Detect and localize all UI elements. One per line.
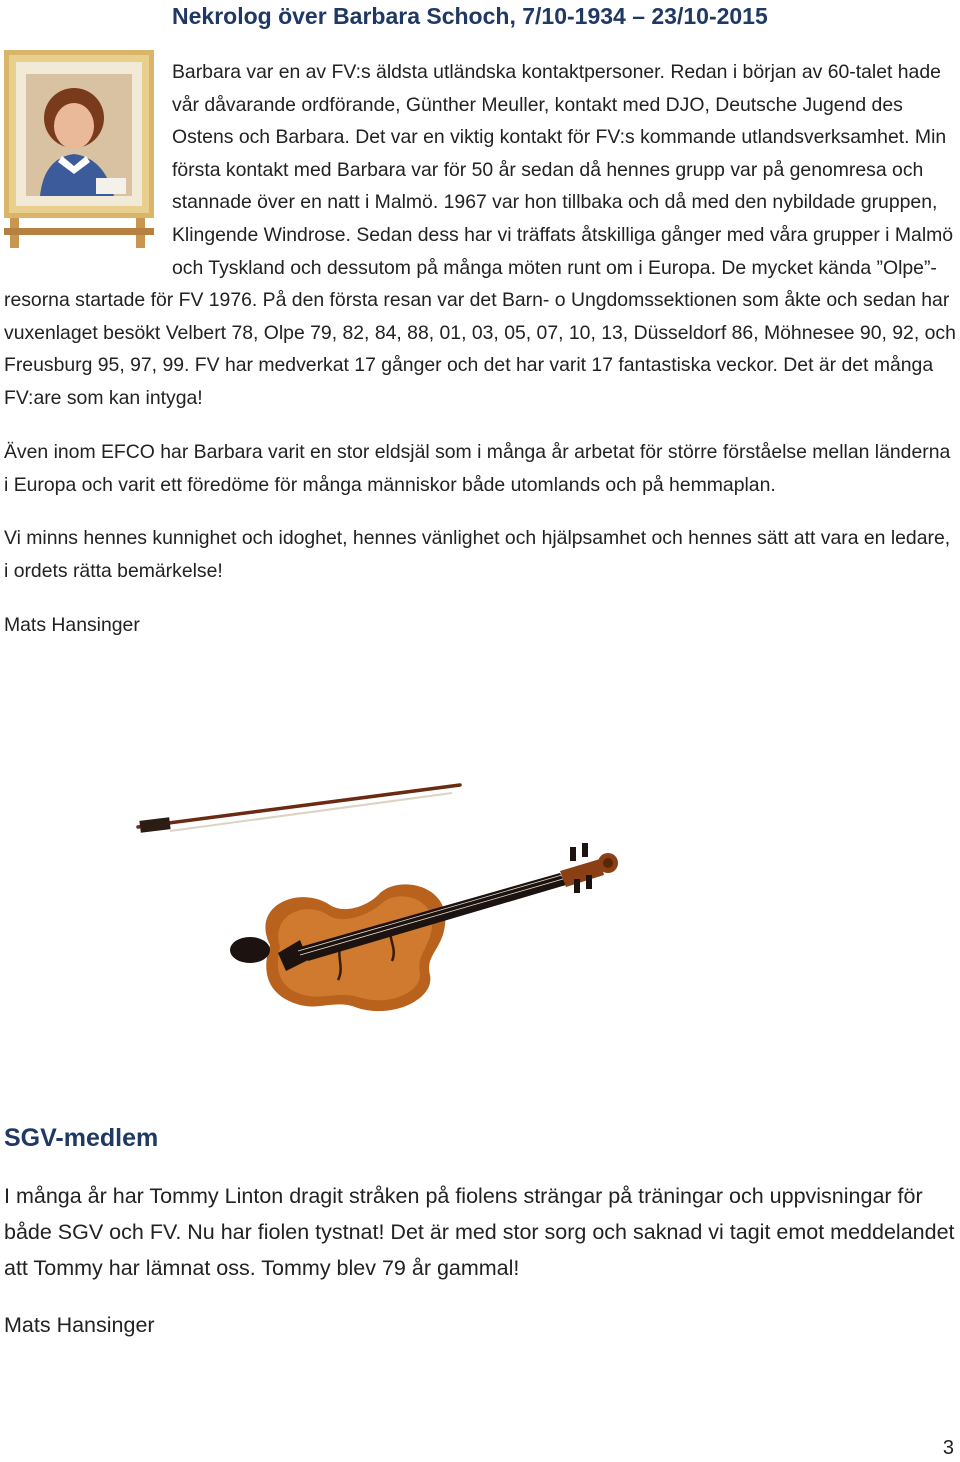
obituary-paragraph-1: Barbara var en av FV:s äldsta utländska kontaktpersoner. Redan i början av 60-talet hade vår dåvarande ordförande, Günther Meuller, kontakt med DJO, Deutsche Jugend des Ostens och Barbara. Det var en viktig kontakt för FV:s kommande utlandsverksamhet. Min första kontakt med Barbara var för 50 år sedan då hennes grupp var på genomresa och stannade över en natt i Malmö. 1967 var hon tillbaka och då med den nybildade gruppen, Klingende Windrose. Sedan dess har vi träffats åtskilliga gånger med våra grupper i Malmö och Tyskland och dessutom på många möten runt om i Europa. De mycket kända ”Olpe”-resorna startade för FV 1976. På den första resan var det Barn- o Ungdomssektionen som åkte och sedan har vuxenlaget besökt Velbert 78, Olpe 79, 82, 84, 88, 01, 03, 05, 07, 10, 13, Düsseldorf 86, Möhnesee 90, 92, och Freusburg 95, 97, 99. FV har medverkat 17 gånger och det har varit 17 fantastiska veckor. Det är det många FV:are som kan intyga! (4, 61, 956, 409)
obituary-title: Nekrolog över Barbara Schoch, 7/10-1934 – 23/10-2015 (172, 3, 768, 29)
obituary-signature: Mats Hansinger (4, 614, 140, 636)
portrait-spacer (4, 56, 172, 252)
page-number: 3 (942, 1437, 954, 1459)
sgv-heading: SGV-medlem (4, 1124, 159, 1152)
obituary-paragraph-3: Vi minns hennes kunnighet och idoghet, hennes vänlighet och hjälpsamhet och hennes sätt att vara en ledare, i ordets rätta bemärkelse! (4, 527, 951, 582)
sgv-paragraph: I många år har Tommy Linton dragit stråken på fiolens strängar på träningar och uppvisningar för både SGV och FV. Nu har fiolen tystnat! Det är med stor sorg och saknad vi tagit emot meddelandet att Tommy har lämnat oss. Tommy blev 79 år gammal! (4, 1184, 955, 1280)
sgv-signature: Mats Hansinger (4, 1313, 155, 1337)
violin-image (130, 775, 650, 1025)
obituary-paragraph-2: Även inom EFCO har Barbara varit en stor eldsjäl som i många år arbetat för större förståelse mellan länderna i Europa och varit ett föredöme för många människor både utomlands och på hemmaplan. (4, 441, 951, 496)
